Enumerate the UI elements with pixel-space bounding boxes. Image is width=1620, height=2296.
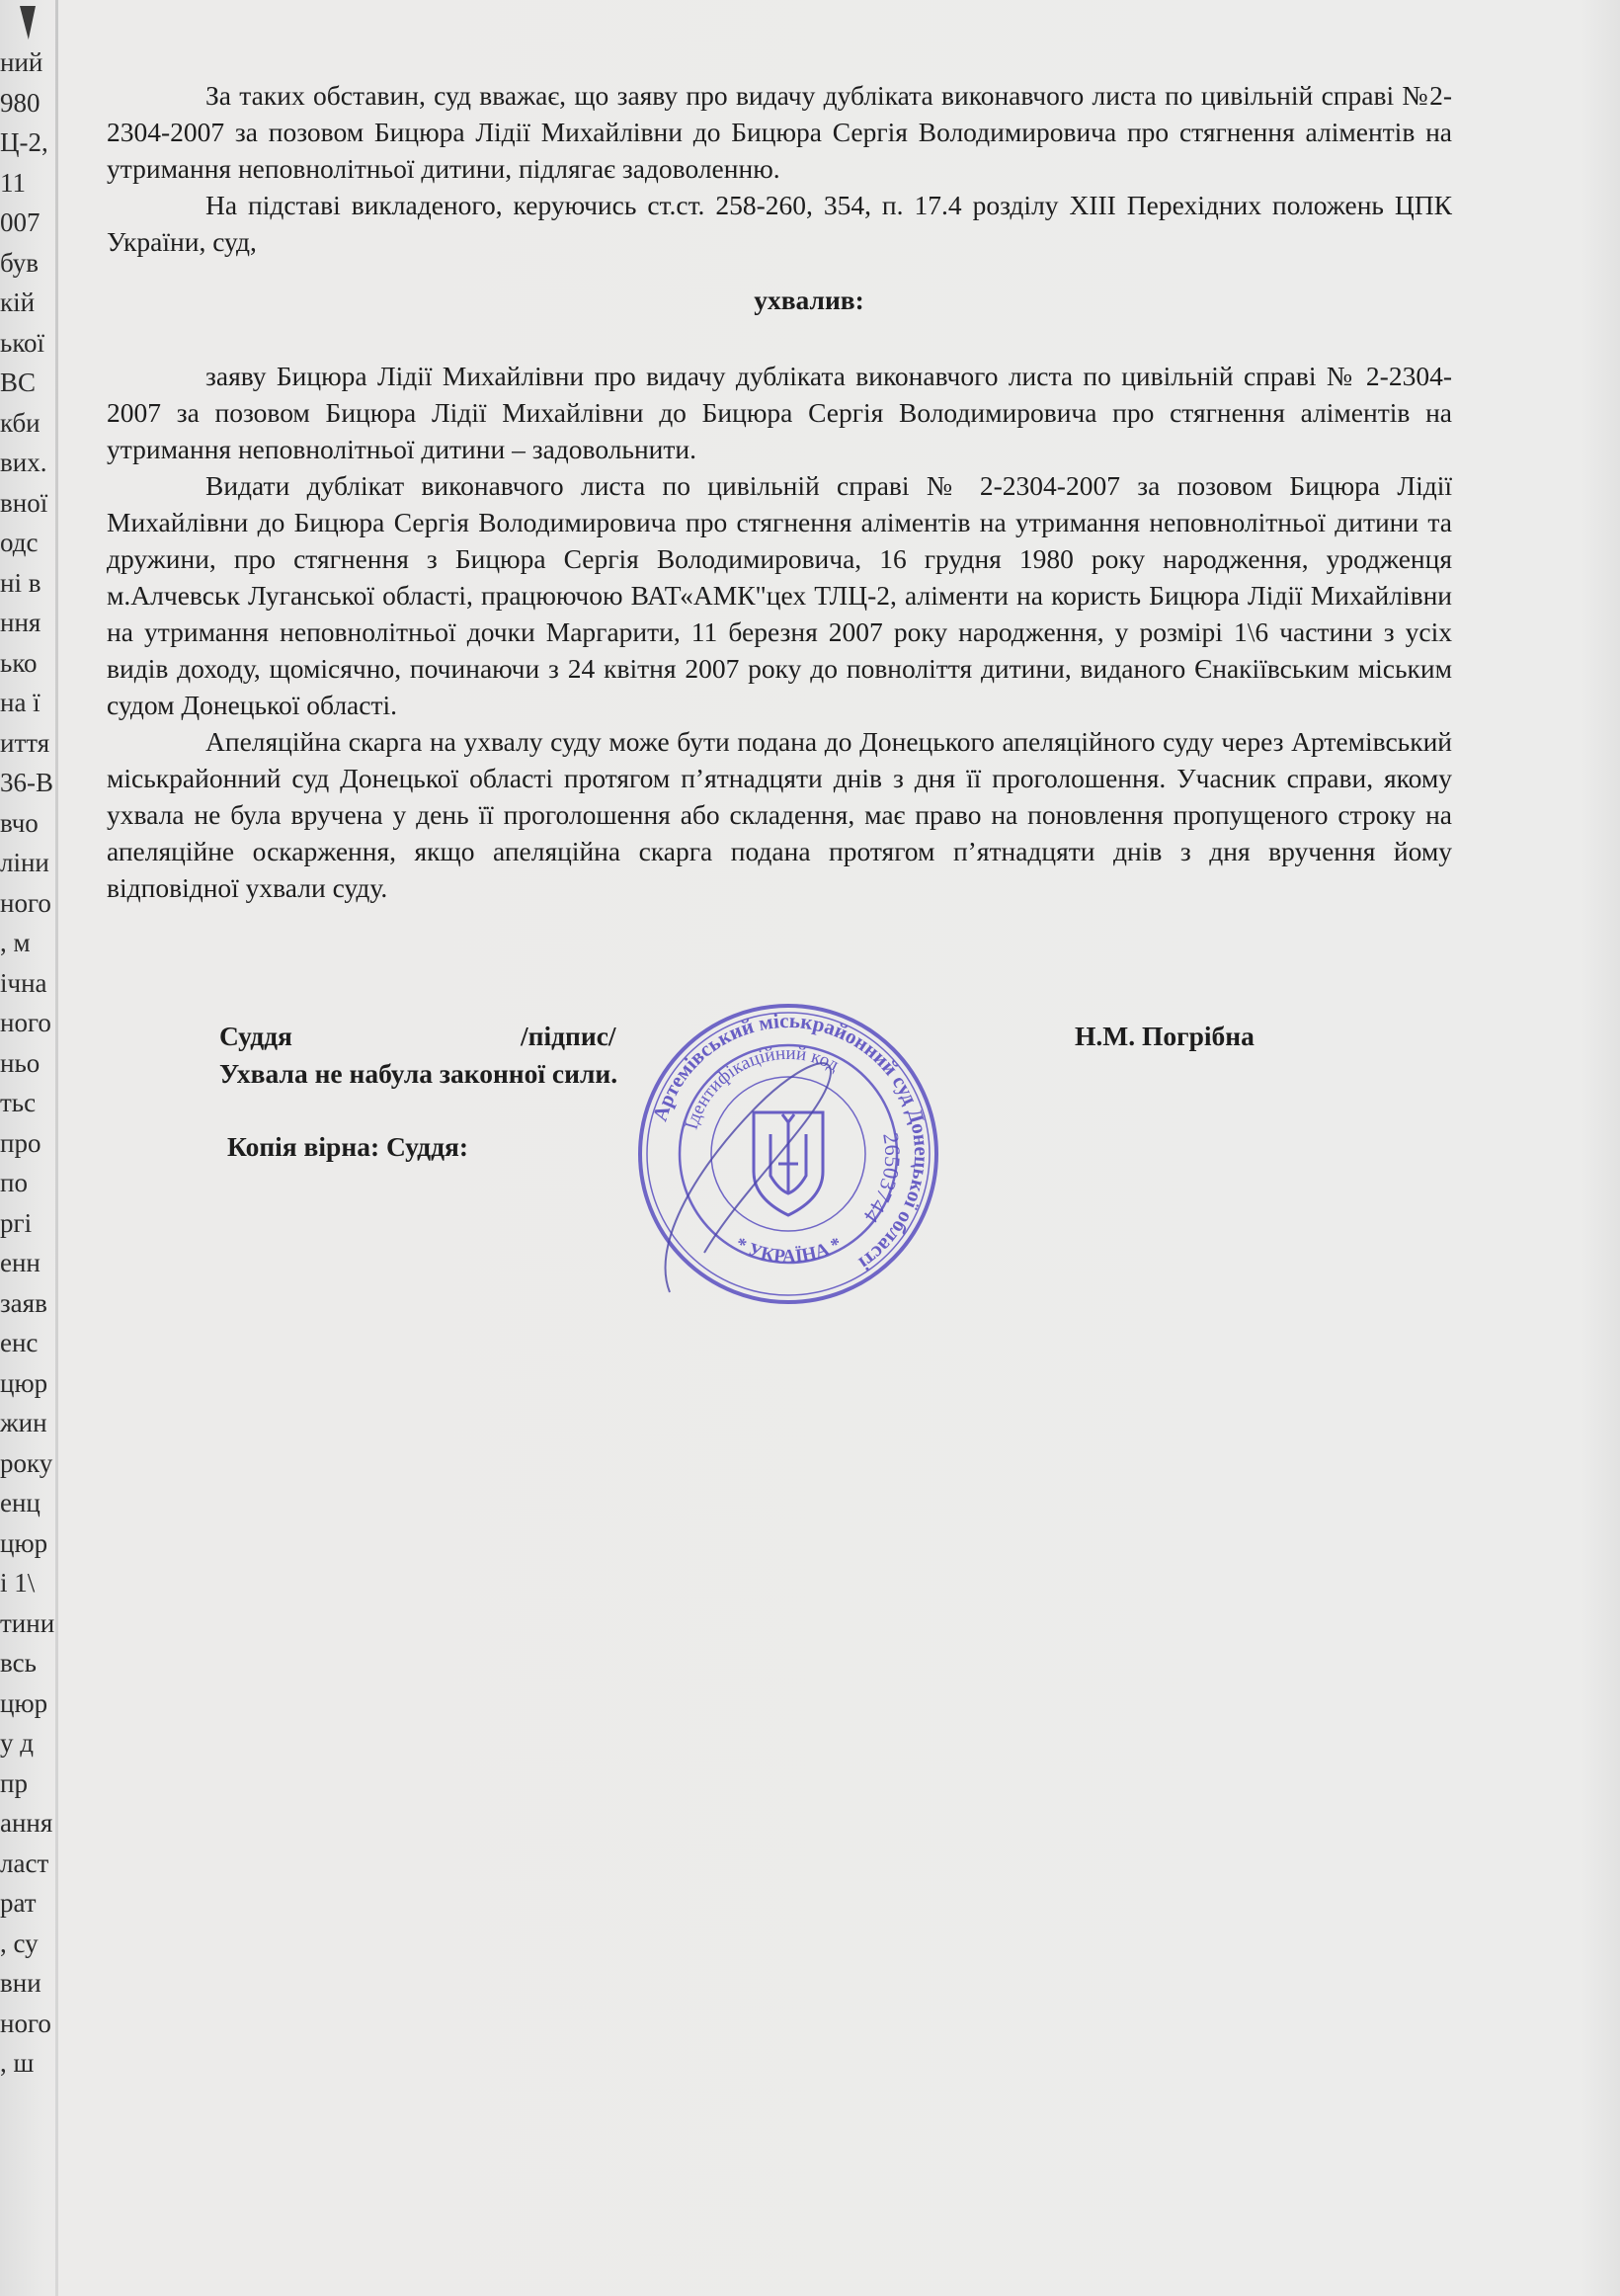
underlying-text-fragment: 007 xyxy=(0,207,40,237)
signature-placeholder: /підпис/ xyxy=(521,1021,616,1051)
underlying-text-fragment: вих. xyxy=(0,448,47,477)
paragraph-issue-duplicate: Видати дублікат виконавчого листа по цивільній справі № 2-2304-2007 за позовом Бицюра Лідії Михайлівни до Бицюра Сергія Володимировича про стягнення аліментів на утримання неповнолітньої дитини та дружини, про стягнення з Бицюра Сергія Володимировича, 16 грудня 1980 року народження, уродженця м.Алчевськ Луганської області, працюючою ВАТ«АМК"цех ТЛЦ-2, аліменти на користь Бицюра Лідії Михайлівни на утримання неповнолітньої дочки Маргарити, 11 березня 2007 року народження, у розмірі 1\6 частини з усіх видів доходу, щомісячно, починаючи з 24 квітня 2007 року до повноліття дитини, виданого Єнакіївським міським судом Донецької області. xyxy=(107,470,1452,720)
underlying-text-fragment: 36-В xyxy=(0,768,53,797)
underlying-text-fragment: був xyxy=(0,247,39,278)
underlying-text-fragment: заяв xyxy=(0,1287,47,1318)
judge-name: Н.М. Погрібна xyxy=(1075,1021,1255,1051)
ruling-body xyxy=(107,77,1452,906)
underlying-text-fragment: енн xyxy=(0,1248,40,1277)
underlying-text-fragment: ліни xyxy=(0,848,49,877)
underlying-text-fragment: ньо xyxy=(0,1047,40,1078)
underlying-text-fragment: кби xyxy=(0,407,40,438)
underlying-text-fragment: 11 xyxy=(0,167,26,198)
underlying-text-fragment: ічна xyxy=(0,967,47,998)
underlying-text-fragment: одс xyxy=(0,528,39,557)
underlying-text-fragment: вни xyxy=(0,1968,41,1998)
underlying-text-fragment: Ц-2, xyxy=(0,127,48,157)
paragraph-application-granted: заяву Бицюра Лідії Михайлівни про видачу дубліката виконавчого листа по цивільній справі № 2-2304-2007 за позовом Бицюра Лідії Михайлівни до Бицюра Сергія Володимировича про стягнення аліментів на утримання неповнолітньої дитини – задовольнити. xyxy=(107,361,1452,464)
seal-bottom-text: * УКРАЇНА * xyxy=(731,1233,846,1268)
underlying-text-fragment: ВС xyxy=(0,368,37,397)
underlying-text-fragment: по xyxy=(0,1168,28,1197)
underlying-text-fragment: ько xyxy=(0,647,38,678)
underlying-text-fragment: вчо xyxy=(0,807,39,838)
seal-inner-text: Ідентифікаційний код xyxy=(681,1042,843,1132)
underlying-text-fragment: енс xyxy=(0,1328,39,1357)
underlying-text-fragment: у д xyxy=(0,1728,34,1758)
underlying-text-fragment: вної xyxy=(0,487,48,518)
underlying-text-fragment: пр xyxy=(0,1767,28,1798)
underlying-text-fragment: ння xyxy=(0,608,41,637)
paragraph-circumstances: За таких обставин, суд вважає, що заяву про видачу дубліката виконавчого листа по цивільній справі №2-2304-2007 за позовом Бицюра Лідії Михайлівни до Бицюра Сергія Володимировича про стягнення аліментів на утримання неповнолітньої дитини, підлягає задоволенню. xyxy=(107,80,1452,184)
underlying-text-fragment: енц xyxy=(0,1488,40,1517)
underlying-text-fragment: жин xyxy=(0,1408,47,1437)
decision-heading: ухвалив: xyxy=(754,285,864,315)
copy-certified-label: Копія вірна: Суддя: xyxy=(227,1131,469,1162)
underlying-text-fragment: 980 xyxy=(0,87,40,118)
underlying-text-fragment: ного xyxy=(0,1008,51,1037)
underlying-text-fragment: ласт xyxy=(0,1847,49,1878)
trident-emblem-icon xyxy=(754,1112,823,1215)
underlying-text-fragment: , су xyxy=(0,1927,39,1958)
underlying-text-fragment: ання xyxy=(0,1808,53,1838)
paragraph-appeal-rights: Апеляційна скарга на ухвалу суду може бути подана до Донецького апеляційного суду через Артемівський міськрайонний суд Донецької області протягом п’ятнадцяти днів з дня її проголошення. Учасник справи, якому ухвала не була вручена у день її проголошення або складення, має право на поновлення пропущеного строку на апеляційне оскарження, якщо апеляційна скарга подана протягом п’ятнадцяти днів з дня вручення йому відповідної ухвали суду. xyxy=(107,726,1452,903)
underlying-text-fragment: ні в xyxy=(0,567,41,598)
underlying-text-fragment: ного xyxy=(0,887,51,918)
underlying-text-fragment: і 1\ xyxy=(0,1568,36,1598)
underlying-text-fragment: ької xyxy=(0,327,45,358)
underlying-text-fragment: ний xyxy=(0,47,43,77)
underlying-text-fragment: иття xyxy=(0,727,50,758)
seal-outer-text: Артемівський міськрайонний суд Донецької області xyxy=(647,1008,934,1275)
underlying-page-edge xyxy=(0,40,57,2213)
underlying-text-fragment: ного xyxy=(0,2008,51,2038)
underlying-text-fragment: рат xyxy=(0,1888,37,1918)
underlying-text-fragment: тини xyxy=(0,1607,55,1638)
underlying-text-fragment: всь xyxy=(0,1648,37,1678)
judge-label: Суддя xyxy=(219,1021,292,1051)
seal-code: 26503744 xyxy=(858,1130,906,1228)
underlying-text-fragment: про xyxy=(0,1127,41,1158)
paragraph-legal-basis: На підставі викладеного, керуючись ст.ст. 258-260, 354, п. 17.4 розділу XIII Перехідних положень ЦПК України, суд, xyxy=(107,190,1452,257)
underlying-text-fragment: року xyxy=(0,1447,53,1478)
not-in-force-note: Ухвала не набула законної сили. xyxy=(219,1058,618,1089)
underlying-text-fragment: цюр xyxy=(0,1687,48,1718)
underlying-text-fragment: на ї xyxy=(0,688,40,717)
court-seal xyxy=(630,996,946,1312)
underlying-text-fragment: , м xyxy=(0,928,31,957)
underlying-text-fragment: цюр xyxy=(0,1367,48,1398)
underlying-text-fragment: тьс xyxy=(0,1088,37,1117)
scan-corner-mark xyxy=(20,6,36,40)
underlying-text-fragment: цюр xyxy=(0,1527,48,1558)
underlying-text-fragment: кій xyxy=(0,287,36,317)
underlying-text-fragment: ргі xyxy=(0,1207,33,1238)
underlying-text-fragment: , ш xyxy=(0,2048,35,2078)
page-fold-line xyxy=(55,0,58,2296)
